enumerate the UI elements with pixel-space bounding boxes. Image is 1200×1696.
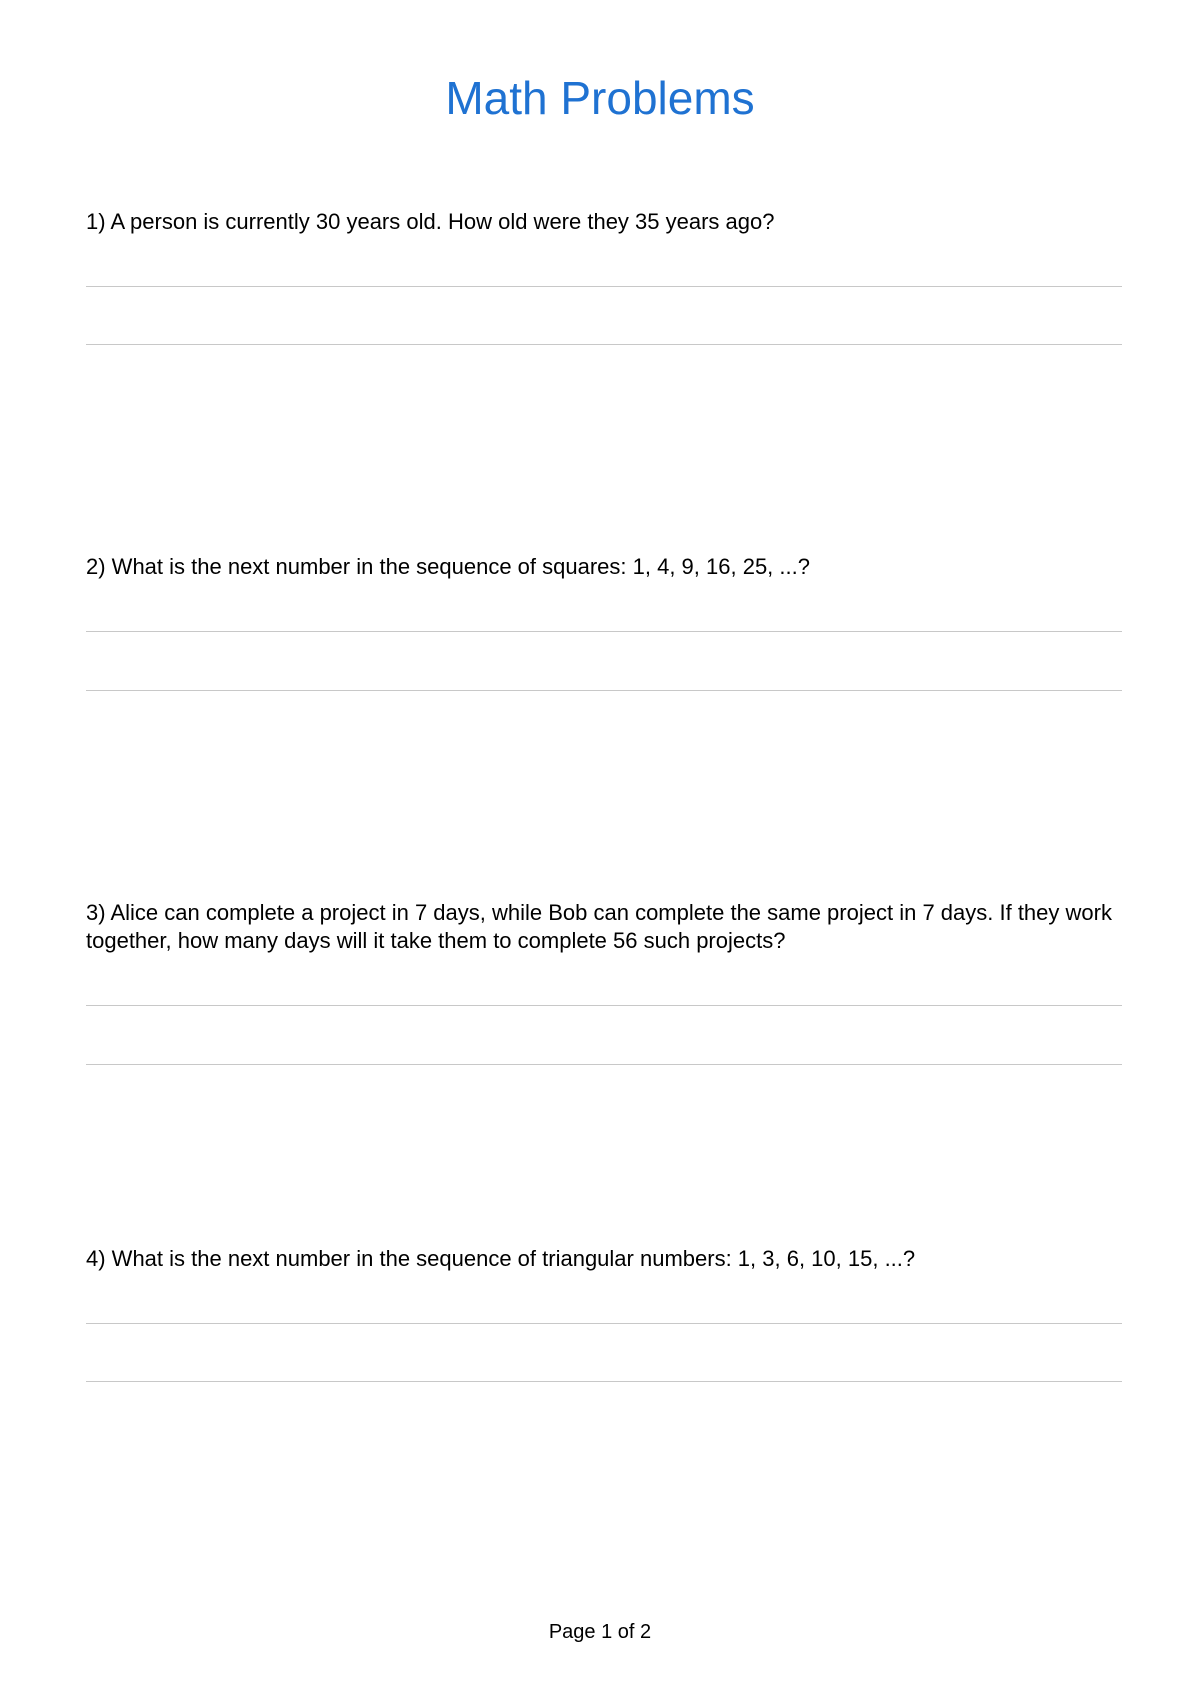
page-number: Page 1 of 2 [548, 1621, 652, 1643]
answer-line [86, 690, 1122, 691]
problem-2-question: 2) What is the next number in the sequence of squares: 1, 4, 9, 16, 25, ...? [86, 554, 810, 579]
problem-4 [86, 1245, 1126, 1273]
answer-line [86, 344, 1122, 345]
answer-line [86, 1064, 1122, 1065]
answer-line [86, 1381, 1122, 1382]
problem-1 [86, 208, 1126, 236]
page-title: Math Problems [445, 72, 755, 124]
answer-line [86, 1005, 1122, 1006]
problem-3-question: 3) Alice can complete a project in 7 days, while Bob can complete the same project in 7 days. If they work together, how many days will it take them to complete 56 such projects? [86, 900, 1119, 953]
answer-line [86, 286, 1122, 287]
answer-line [86, 631, 1122, 632]
problem-4-question: 4) What is the next number in the sequence of triangular numbers: 1, 3, 6, 10, 15, ...? [86, 1246, 916, 1271]
answer-line [86, 1323, 1122, 1324]
problem-3 [86, 899, 1126, 955]
problem-2 [86, 553, 1126, 581]
problem-1-question: 1) A person is currently 30 years old. How old were they 35 years ago? [86, 209, 775, 234]
